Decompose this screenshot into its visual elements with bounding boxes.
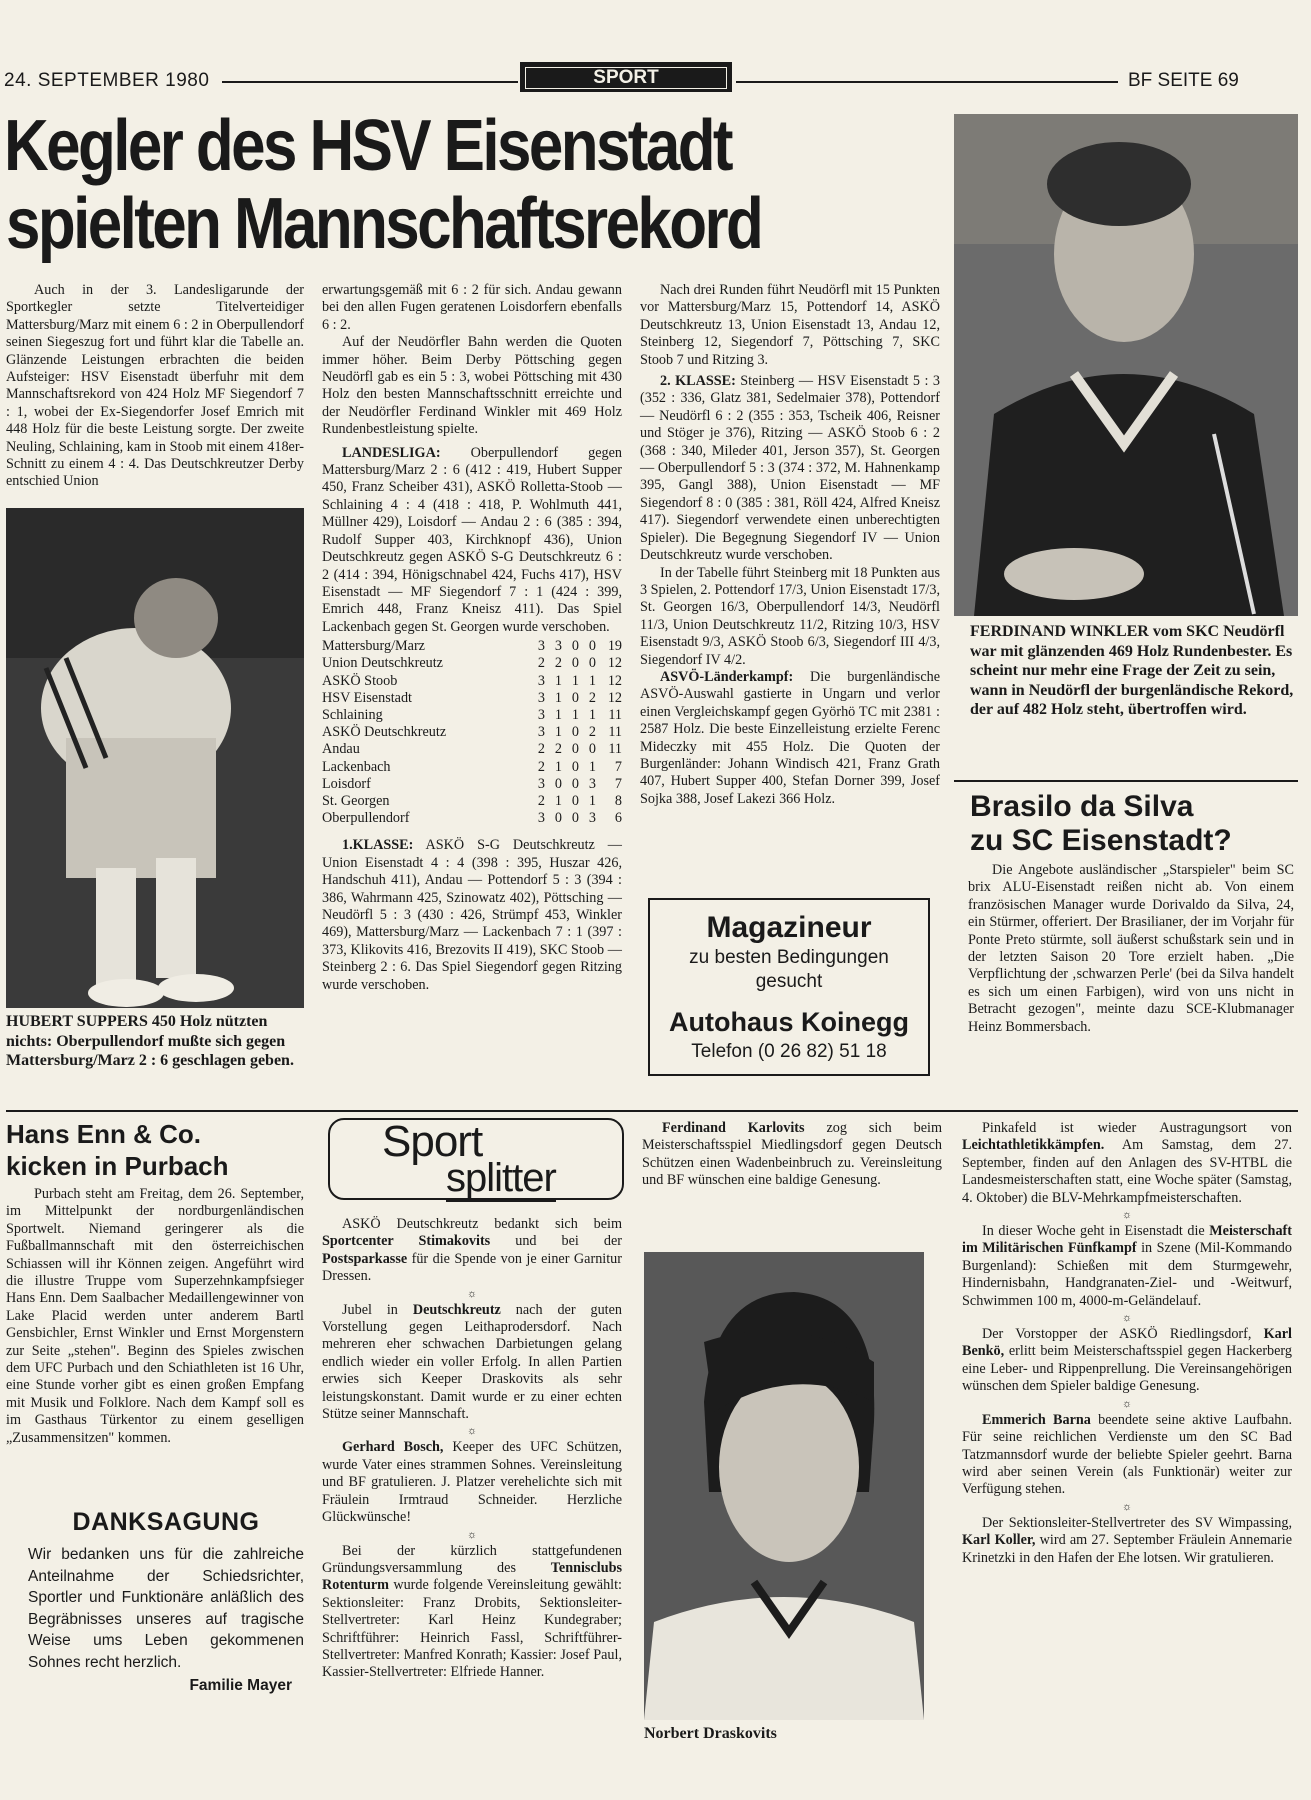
danksagung-title: DANKSAGUNG bbox=[72, 1508, 260, 1536]
splitter-item1-mid: und bei der bbox=[515, 1233, 623, 1250]
standings-row bbox=[322, 776, 622, 793]
standings-played: 3 bbox=[537, 672, 545, 689]
standings-table bbox=[322, 638, 622, 827]
photo-hubert-supper-caption: HUBERT SUPPERS 450 Holz nützten nichts: Oberpullendorf mußte sich gegen Mattersburg/Marz 2 : 6 geschlagen geben. bbox=[6, 1013, 294, 1069]
standings-lost: 3 bbox=[588, 775, 596, 792]
standings-won: 1 bbox=[554, 672, 562, 689]
splitter-item7-pre: In dieser Woche geht in Eisenstadt die bbox=[982, 1223, 1205, 1240]
klasse2-label: 2. KLASSE: bbox=[660, 373, 736, 390]
splitter-separator-2: ☼ bbox=[466, 1425, 478, 1438]
klasse1-label: 1.KLASSE: bbox=[342, 837, 414, 854]
bowler-photo-graphic bbox=[6, 508, 304, 1008]
standings-drawn: 0 bbox=[571, 655, 579, 672]
ad-line1: zu besten Bedingungen bbox=[689, 947, 889, 968]
standings-played: 3 bbox=[537, 775, 545, 792]
splitter-col-c bbox=[962, 1120, 1292, 1567]
standings-team: Andau bbox=[322, 741, 360, 758]
header-page: BF SEITE 69 bbox=[1128, 70, 1239, 91]
standings-points: 12 bbox=[607, 672, 622, 689]
standings-team: HSV Eisenstadt bbox=[322, 689, 412, 706]
standings-lost: 0 bbox=[588, 741, 596, 758]
splitter-item1-post: für die Spende von je einer Garnitur Dressen. bbox=[322, 1250, 622, 1285]
standings-lost: 0 bbox=[588, 655, 596, 672]
main-headline-line2: spielten Mannschaftsrekord bbox=[6, 184, 762, 264]
standings-row bbox=[322, 638, 622, 655]
brasilo-text: Die Angebote ausländischer „Starspieler" beim SC brix ALU-Eisenstadt reißen nicht ab. Von einem französischen Manager wurde Dorivaldo da Silva, 24, ein Stürmer, offeriert. Der Brasilianer, der im Vorjahr für Ponte Preto stürmte, soll äußerst schußstark sein und in der letzten Saison 20 Tore erzielt haben. „Die Verpflichtung der ‚schwarzen Perle' (bei da Silva handelt es sich um einen Farbigen), wird von uns nicht in Betracht gezogen", meinte dazu SCE-Klubmanager Heinz Bommersbach. bbox=[968, 862, 1294, 1035]
splitter-item7-bold: Meisterschaft im Militärischen Fünfkampf bbox=[962, 1223, 1292, 1257]
standings-team: Oberpullendorf bbox=[322, 810, 410, 827]
standings-team: Mattersburg/Marz bbox=[322, 638, 425, 655]
standings-won: 2 bbox=[554, 655, 562, 672]
standings-row bbox=[322, 793, 622, 810]
ad-company: Autohaus Koinegg bbox=[669, 1007, 909, 1037]
header-rule-right bbox=[736, 81, 1118, 83]
brasilo-headline-line1: Brasilo da Silva bbox=[970, 790, 1194, 823]
splitter-item4 bbox=[322, 1543, 622, 1682]
standings-played: 3 bbox=[537, 638, 545, 655]
photo-norbert-draskovits bbox=[644, 1252, 924, 1720]
standings-won: 1 bbox=[554, 706, 562, 723]
landesliga-text: Oberpullendorf gegen Mattersburg/Marz 2 : 6 (412 : 419, Hubert Supper 450, Franz Scheiber 431), ASKÖ Rolletta-Stoob — Schlaining 4 : 4 (418 : 418, P. Wohlmuth 441, Müllner 429), Loisdorf — Andau 2 : 6 (385 : 394, Rudolf Supper 403, Kirchknopf 436), Union Deutschkreutz gegen ASKÖ S-G Deutschkreutz 6 : 2 (414 : 394, Hönigschnabel 424, Fuchs 417), HSV Eisenstadt — MF Siegendorf 7 : 1 (424 : 399, Emrich 448, Franz Kneisz 411). Das Spiel Lackenbach gegen St. Georgen wurde verschoben. bbox=[322, 444, 622, 635]
splitter-item9-bold: Emmerich Barna bbox=[982, 1411, 1091, 1428]
sport-splitter-logo-line1: Sport bbox=[382, 1117, 483, 1166]
standings-team: Schlaining bbox=[322, 706, 383, 723]
header-date: 24. SEPTEMBER 1980 bbox=[4, 70, 210, 91]
main-article-col3-p1: Nach drei Runden führt Neudörfl mit 15 Punkten vor Mattersburg/Marz 15, Pottendorf 14, ASKÖ Deutschkreutz 13, Union Eisenstadt 13, Andau 12, Steinberg 12, Siegendorf 7, Pöttsching 7, SKC Stoob 7 und Ritzing 3. bbox=[640, 282, 940, 368]
splitter-item1-pre: ASKÖ Deutschkreutz bedankt sich beim bbox=[342, 1216, 622, 1232]
sport-splitter-logo bbox=[328, 1118, 624, 1200]
standings-points: 12 bbox=[607, 689, 622, 706]
splitter-separator-5: ☼ bbox=[1121, 1312, 1133, 1325]
splitter-item7 bbox=[962, 1223, 1292, 1310]
klasse1-text: ASKÖ S-G Deutschkreutz — Union Eisenstadt 4 : 4 (398 : 395, Huszar 426, Handschuh 411), Andau — Pottendorf 5 : 3 (394 : 386, Wahrmann 425, Szinowatz 402), Pöttsching — Neudörfl 5 : 3 (430 : 426, Strümpf 453, Winkler 469), Mattersburg/Marz — Lackenbach 7 : 1 (397 : 373, Klikovits 416, Brezovits II 419), SKC Stoob — Steinberg 2 : 6. Das Spiel Siegendorf gegen Ritzing wurde verschoben. bbox=[322, 837, 622, 993]
standings-played: 2 bbox=[537, 792, 545, 809]
standings-played: 2 bbox=[537, 741, 545, 758]
ad-autohaus-koinegg bbox=[648, 898, 930, 1076]
splitter-separator-4: ☼ bbox=[1121, 1209, 1133, 1222]
splitter-item5-post: zog sich beim Meisterschaftsspiel Miedlingsdorf gegen Deutsch Schützen einen Wadenbeinbruch zu. Vereinsleitung und BF wünschen eine baldige Genesung. bbox=[642, 1120, 942, 1189]
danksagung-signature: Familie Mayer bbox=[189, 1677, 292, 1694]
standings-lost: 2 bbox=[588, 724, 596, 741]
splitter-separator-3: ☼ bbox=[466, 1528, 478, 1541]
main-article-col2 bbox=[322, 282, 622, 994]
splitter-separator-6: ☼ bbox=[1121, 1397, 1133, 1410]
main-article-col3-p3: In der Tabelle führt Steinberg mit 18 Punkten aus 3 Spielen, 2. Pottendorf 17/3, Union Eisenstadt 17/3, St. Georgen 16/3, Oberpullendorf 14/3, Neudörfl 11/3, Union Deutschkreutz 11/2, Ritzing 10/3, HSV Eisenstadt 9/3, ASKÖ Stoob 6/3, Siegendorf III 4/3, Siegendorf IV 4/2. bbox=[640, 564, 940, 668]
standings-played: 3 bbox=[537, 689, 545, 706]
standings-won: 1 bbox=[554, 689, 562, 706]
standings-team: Loisdorf bbox=[322, 775, 371, 792]
standings-won: 1 bbox=[554, 758, 562, 775]
splitter-item6-pre: Pinkafeld ist wieder Austragungsort von bbox=[982, 1120, 1292, 1136]
standings-lost: 1 bbox=[588, 672, 596, 689]
standings-row bbox=[322, 673, 622, 690]
ad-phone: Telefon (0 26 82) 51 18 bbox=[691, 1041, 887, 1062]
splitter-item4-post: wurde folgende Vereinsleitung gewählt: Sektionsleiter: Franz Drobits, Sektionsleiter-Stellvertreter: Karl Heinz Kundegraber; Schriftführer: Heinrich Fassl, Schriftführer-Stellvertreter: Manfred Konrath; Kassier: Josef Paul, Kassier-Stellvertreter: Elfriede Hanner. bbox=[322, 1577, 622, 1681]
standings-won: 3 bbox=[554, 638, 562, 655]
standings-points: 7 bbox=[614, 775, 622, 792]
splitter-item8-post: erlitt beim Meisterschaftsspiel gegen Hackerberg eine Leber- und Rippenprellung. Die Vereinsangehörigen wünschen dem Spieler baldige Genesung. bbox=[962, 1343, 1292, 1395]
splitter-item2-post: nach der guten Vorstellung gegen Leithaprodersdorf. Nach mehreren eher schwachen Darbietungen gelang endlich wieder ein voller Erfolg. In allen Partien erwies sich Keeper Draskovits als sehr leistungskonstant. Damit wurde er zu einer echten Stütze seiner Mannschaft. bbox=[322, 1301, 623, 1423]
standings-row bbox=[322, 741, 622, 758]
standings-points: 11 bbox=[608, 724, 622, 741]
standings-lost: 1 bbox=[588, 758, 596, 775]
standings-team: St. Georgen bbox=[322, 792, 390, 809]
standings-lost: 1 bbox=[588, 706, 596, 723]
winkler-photo-graphic bbox=[954, 114, 1298, 616]
splitter-item8-bold: Karl Benkö, bbox=[962, 1326, 1292, 1360]
ad-line2: gesucht bbox=[755, 971, 823, 992]
splitter-item3-bold: Gerhard Bosch, bbox=[342, 1439, 444, 1456]
photo-norbert-draskovits-caption: Norbert Draskovits bbox=[644, 1725, 777, 1742]
standings-won: 1 bbox=[554, 724, 562, 741]
splitter-item10 bbox=[962, 1515, 1292, 1567]
landesliga-paragraph bbox=[322, 445, 622, 636]
splitter-item3-post: Keeper des UFC Schützen, wurde Vater eines strammen Sohnes. Vereinsleitung und BF gratulieren. J. Platzer verehelichte sich mit Fräulein Irmtraud Schneider. Herzliche Glückwünsche! bbox=[322, 1439, 622, 1526]
standings-drawn: 1 bbox=[571, 706, 579, 723]
sport-splitter-logo-line2: splitter bbox=[446, 1156, 556, 1200]
standings-played: 3 bbox=[537, 724, 545, 741]
splitter-item4-pre: Bei der kürzlich stattgefundenen Gründungsversammlung des bbox=[322, 1542, 622, 1576]
standings-won: 0 bbox=[554, 775, 562, 792]
standings-lost: 3 bbox=[588, 810, 596, 827]
danksagung-text: Wir bedanken uns für die zahlreiche Anteilnahme der Schiedsrichter, Sportler und Funktionäre anläßlich des Begräbnisses unseres auf tragische Weise ums Leben gekommenen Sohnes recht herzlich. bbox=[28, 1546, 304, 1671]
klasse2-text: Steinberg — HSV Eisenstadt 5 : 3 (352 : 336, Glatz 381, Sedelmaier 378), Pottendorf — Neudörfl 6 : 2 (355 : 353, Tscheik 406, Reisner und Stöger je 376), Ritzing — ASKÖ Stoob 6 : 2 (368 : 340, Mileder 401, Jerson 357), St. Georgen — Oberpullendorf 5 : 3 (374 : 372, M. Hahnenkamp 395, Gangl 388), Union Eisenstadt — MF Siegendorf 8 : 0 (385 : 381, Röll 424, Alfred Kneisz 417). Siegendorf verwendete einen unberechtigten Spieler). Die Begegnung Siegendorf IV — Union Deutschkreutz wurde verschoben. bbox=[640, 373, 940, 564]
splitter-item2-pre: Jubel in bbox=[342, 1301, 398, 1318]
standings-points: 19 bbox=[607, 638, 622, 655]
standings-points: 12 bbox=[607, 655, 622, 672]
klasse2-paragraph bbox=[640, 373, 940, 564]
section-divider bbox=[6, 1110, 1298, 1112]
brasilo-top-rule bbox=[954, 780, 1298, 782]
splitter-item5 bbox=[642, 1120, 942, 1190]
standings-drawn: 0 bbox=[571, 810, 579, 827]
standings-played: 3 bbox=[537, 810, 545, 827]
standings-won: 1 bbox=[554, 792, 562, 809]
splitter-item8 bbox=[962, 1326, 1292, 1396]
main-headline-line1: Kegler des HSV Eisenstadt bbox=[4, 106, 731, 186]
standings-played: 2 bbox=[537, 758, 545, 775]
draskovits-photo-graphic bbox=[644, 1252, 924, 1720]
splitter-item4-bold: Tennisclubs Rotenturm bbox=[322, 1559, 622, 1594]
hans-enn-headline-line2: kicken in Purbach bbox=[6, 1151, 229, 1181]
splitter-item6-post: Am Samstag, dem 27. September, finden auf den Anlagen des SV-HTBL die Landesmeisterschaften statt, eine Woche später (Samstag, 4. Oktober) die BLV-Mehrkampfmeisterschaften. bbox=[962, 1137, 1292, 1206]
hans-enn-article bbox=[6, 1186, 304, 1447]
main-article-col1 bbox=[6, 282, 304, 491]
standings-drawn: 0 bbox=[571, 638, 579, 655]
splitter-col-b bbox=[642, 1120, 942, 1190]
standings-row bbox=[322, 655, 622, 672]
danksagung-box bbox=[28, 1506, 304, 1695]
standings-points: 11 bbox=[608, 706, 622, 723]
splitter-item1-bold2: Postsparkasse bbox=[322, 1250, 408, 1267]
landesliga-label: LANDESLIGA: bbox=[342, 444, 441, 461]
main-article-col2-p1: erwartungsgemäß mit 6 : 2 für sich. Andau gewann bei den allen Fugen geratenen Loisdorfern ebenfalls 6 : 2. bbox=[322, 282, 622, 333]
header-section-label: SPORT bbox=[525, 67, 727, 89]
hans-enn-text: Purbach steht am Freitag, dem 26. September, im Mittelpunkt der nordburgenländischen Sportwelt. Niemand geringerer als die Fußballmannschaft mit den österreichischen Schiassen will ihr Können zeigen. Angeführt wird die illustre Truppe vom Superzehnkampfsieger Hans Enn. Dem Saalbacher Medaillengewinner von Lake Placid werden unter anderem Bartl Gensbichler, Ernst Winkler und Ernst Morgenstern zur Seite „stehen". Beginn des Spieles zwischen dem UFC Purbach und den Schiathleten ist 16 Uhr, eine Stunde vorher gibt es einen großen Empfang mit Musik und Folklore. Nach dem Kampf soll es im Gasthaus Türkentor zu einem geselligen „Zusammensitzen" kommen. bbox=[6, 1186, 304, 1446]
standings-points: 7 bbox=[614, 758, 622, 775]
standings-points: 8 bbox=[614, 792, 622, 809]
splitter-item10-bold: Karl Koller, bbox=[962, 1532, 1036, 1549]
standings-row bbox=[322, 724, 622, 741]
standings-won: 2 bbox=[554, 741, 562, 758]
photo-ferdinand-winkler-caption: FERDINAND WINKLER vom SKC Neudörfl war mit glänzenden 469 Holz Rundenbester. Es scheint nur mehr eine Frage der Zeit zu sein, wann in Neudörfl der burgenländische Rekord, der auf 482 Holz steht, übertroffen wird. bbox=[970, 623, 1294, 718]
standings-row bbox=[322, 759, 622, 776]
standings-drawn: 0 bbox=[571, 724, 579, 741]
standings-row bbox=[322, 810, 622, 827]
splitter-item10-post: wird am 27. September Fräulein Annemarie Krinetzki in den Hafen der Ehe lotsen. Wir gratulieren. bbox=[962, 1532, 1292, 1566]
standings-won: 0 bbox=[554, 810, 562, 827]
brasilo-headline-line2: zu SC Eisenstadt? bbox=[970, 824, 1232, 857]
splitter-item3 bbox=[322, 1439, 622, 1526]
standings-drawn: 0 bbox=[571, 689, 579, 706]
standings-lost: 1 bbox=[588, 792, 596, 809]
photo-ferdinand-winkler bbox=[954, 114, 1298, 616]
splitter-item1-bold1: Sportcenter Stimakovits bbox=[322, 1233, 491, 1250]
standings-row bbox=[322, 690, 622, 707]
splitter-item7-post: in Szene (Mil-Kommando Burgenland): Schießen mit dem Sturmgewehr, Hindernisbahn, Handgranaten-Ziel- und -Weitwurf, Schwimmen 100 m, 4000-m-Geländelauf. bbox=[962, 1240, 1292, 1309]
splitter-item6-bold: Leichtathletikkämpfen. bbox=[962, 1137, 1105, 1154]
standings-drawn: 0 bbox=[571, 792, 579, 809]
splitter-item8-pre: Der Vorstopper der ASKÖ Riedlingsdorf, bbox=[982, 1326, 1252, 1343]
splitter-item5-bold: Ferdinand Karlovits bbox=[662, 1120, 805, 1136]
klasse1-paragraph bbox=[322, 837, 622, 994]
standings-team: Union Deutschkreutz bbox=[322, 655, 443, 672]
main-article-col1-text: Auch in der 3. Landesligarunde der Sportkegler setzte Titelverteidiger Mattersburg/Marz mit einem 6 : 2 in Oberpullendorf seinen Siegeszug fort und führt klar die Tabelle an. Glänzende Leistungen erbrachten die beiden Aufsteiger: HSV Eisenstadt überfuhr mit dem Mannschaftsrekord von 424 Holz MF Siegendorf 7 : 1, wobei der Ex-Siegendorfer Josef Emrich mit 448 Holz für die beste Leistung sorgte. Der zweite Neuling, Schlaining, kam in Stoob mit einem 418er-Schnitt zu einem 4 : 4. Das Deutschkreutzer Derby entschied Union bbox=[6, 282, 304, 490]
asvoe-paragraph bbox=[640, 669, 940, 808]
standings-lost: 2 bbox=[588, 689, 596, 706]
splitter-item6 bbox=[962, 1120, 1292, 1207]
splitter-item1 bbox=[322, 1216, 622, 1286]
splitter-item10-pre: Der Sektionsleiter-Stellvertreter des SV Wimpassing, bbox=[982, 1514, 1292, 1531]
splitter-separator-1: ☼ bbox=[466, 1287, 478, 1300]
brasilo-article bbox=[968, 862, 1294, 1036]
splitter-item2-bold: Deutschkreutz bbox=[412, 1301, 501, 1318]
splitter-item9 bbox=[962, 1412, 1292, 1499]
splitter-item2 bbox=[322, 1302, 622, 1424]
main-article-col2-p2: Auf der Neudörfler Bahn werden die Quoten immer höher. Beim Derby Pöttsching gegen Neudörfl gab es ein 5 : 3, wobei Pöttsching mit 430 Holz den besten Mannschaftsschnitt erreichte und der Neudörfler Ferdinand Winkler mit 469 Holz Rundenbestleistung spielte. bbox=[322, 334, 622, 438]
standings-team: ASKÖ Deutschkreutz bbox=[322, 724, 447, 741]
asvoe-text: Die burgenländische ASVÖ-Auswahl gastierte in Ungarn und verlor einen Vergleichskampf gegen Györhö TC mit 2381 : 2587 Holz. Die beste Einzelleistung erzielte Ferenc Mideczky mit 455 Holz. Die Quoten der Burgenländer: Johann Windisch 421, Franz Grath 407, Hubert Supper 400, Stefan Dorner 399, Josef Sojka 388, Josef Lakezi 366 Holz. bbox=[640, 668, 941, 807]
standings-drawn: 1 bbox=[571, 672, 579, 689]
photo-hubert-supper bbox=[6, 508, 304, 1008]
hans-enn-headline-line1: Hans Enn & Co. bbox=[6, 1119, 202, 1149]
header-section-badge bbox=[520, 62, 732, 92]
standings-played: 2 bbox=[537, 655, 545, 672]
standings-row bbox=[322, 707, 622, 724]
standings-team: Lackenbach bbox=[322, 758, 391, 775]
standings-points: 11 bbox=[608, 741, 622, 758]
main-article-col3 bbox=[640, 282, 940, 808]
asvoe-label: ASVÖ-Länderkampf: bbox=[660, 668, 794, 685]
standings-team: ASKÖ Stoob bbox=[322, 672, 398, 689]
splitter-separator-7: ☼ bbox=[1121, 1500, 1133, 1513]
standings-drawn: 0 bbox=[571, 758, 579, 775]
header-rule-left bbox=[222, 81, 518, 83]
standings-points: 6 bbox=[614, 810, 622, 827]
standings-lost: 0 bbox=[588, 638, 596, 655]
splitter-col-a bbox=[322, 1216, 622, 1682]
splitter-item9-post: beendete seine aktive Laufbahn. Für seine reichlichen Verdienste um den SC Bad Tatzmannsdorf wurde der beliebte Spieler geehrt. Barna wird aber seinen Verein (als Funktionär) weiter zur Verfügung stehen. bbox=[962, 1411, 1293, 1498]
standings-drawn: 0 bbox=[571, 775, 579, 792]
ad-title: Magazineur bbox=[706, 911, 872, 944]
standings-drawn: 0 bbox=[571, 741, 579, 758]
standings-played: 3 bbox=[537, 706, 545, 723]
